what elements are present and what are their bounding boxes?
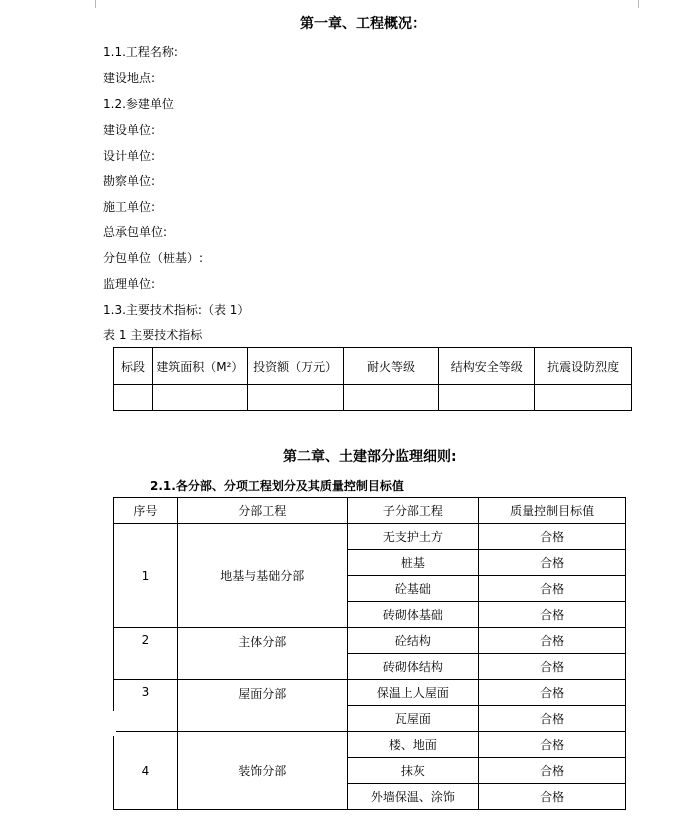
subdivision-cell: 外墙保温、涂饰 — [347, 784, 479, 810]
table-header-cell: 分部工程 — [177, 498, 347, 524]
quality-control-table — [113, 497, 626, 810]
subdivision-cell: 桩基 — [347, 550, 479, 576]
group-number-cell: 2 — [114, 628, 178, 680]
table-cell — [114, 385, 153, 411]
table-header-cell: 投资额（万元） — [247, 348, 343, 385]
target-cell: 合格 — [479, 706, 626, 732]
table-cell — [439, 385, 535, 411]
table-header-row — [114, 498, 626, 524]
target-cell: 合格 — [479, 550, 626, 576]
tech-indicators-table — [113, 347, 632, 411]
target-cell: 合格 — [479, 784, 626, 810]
target-cell: 合格 — [479, 758, 626, 784]
group-number-cell: 3 — [114, 680, 178, 732]
subdivision-cell: 砼结构 — [347, 628, 479, 654]
division-name-cell: 地基与基础分部 — [177, 524, 347, 628]
table-header-row — [114, 348, 632, 385]
table-cell — [247, 385, 343, 411]
survey-unit-line: 勘察单位: — [103, 174, 156, 188]
target-cell: 合格 — [479, 602, 626, 628]
target-cell: 合格 — [479, 732, 626, 758]
target-cell: 合格 — [479, 628, 626, 654]
supervision-unit-line: 监理单位: — [103, 277, 156, 291]
table-header-cell: 建筑面积（M²） — [152, 348, 247, 385]
table-cell — [343, 385, 439, 411]
division-name-cell: 主体分部 — [177, 628, 347, 680]
table-header-cell: 质量控制目标值 — [479, 498, 626, 524]
group-number-cell: 4 — [114, 732, 178, 810]
subdivision-cell: 无支护土方 — [347, 524, 479, 550]
table-cell — [152, 385, 247, 411]
subdivision-cell: 保温上人屋面 — [347, 680, 479, 706]
tech-indicators-heading: 1.3.主要技术指标:（表 1） — [103, 303, 250, 317]
subdivision-cell: 抹灰 — [347, 758, 479, 784]
owner-unit-line: 建设单位: — [103, 123, 156, 137]
target-cell: 合格 — [479, 576, 626, 602]
project-name-line: 1.1.工程名称: — [103, 45, 178, 59]
target-cell: 合格 — [479, 680, 626, 706]
table-header-cell: 子分部工程 — [347, 498, 479, 524]
page-corner-mark — [85, 0, 96, 8]
construction-site-line: 建设地点: — [103, 71, 156, 85]
target-cell: 合格 — [479, 524, 626, 550]
table-border-gap — [112, 711, 116, 736]
table-header-cell: 耐火等级 — [343, 348, 439, 385]
table-1-caption: 表 1 主要技术指标 — [103, 328, 203, 342]
table-header-cell: 标段 — [114, 348, 153, 385]
page-corner-mark — [638, 0, 649, 8]
table-row — [114, 385, 632, 411]
subdivision-cell: 瓦屋面 — [347, 706, 479, 732]
subdivision-cell: 砖砌体结构 — [347, 654, 479, 680]
table-row — [114, 732, 626, 758]
chapter-1-title: 第一章、工程概况： — [300, 16, 426, 32]
target-cell: 合格 — [479, 654, 626, 680]
table-header-cell: 序号 — [114, 498, 178, 524]
section-2-1-heading: 2.1.各分部、分项工程划分及其质量控制目标值 — [150, 479, 404, 493]
division-name-cell: 装饰分部 — [177, 732, 347, 810]
table-row — [114, 524, 626, 550]
chapter-2-title: 第二章、土建部分监理细则: — [283, 449, 457, 465]
table-header-cell: 结构安全等级 — [439, 348, 535, 385]
table-cell — [535, 385, 632, 411]
subdivision-cell: 砖砌体基础 — [347, 602, 479, 628]
subdivision-cell: 楼、地面 — [347, 732, 479, 758]
participants-heading: 1.2.参建单位 — [103, 97, 174, 111]
construction-unit-line: 施工单位: — [103, 200, 156, 214]
table-header-cell: 抗震设防烈度 — [535, 348, 632, 385]
division-name-cell: 屋面分部 — [177, 680, 347, 732]
subcontractor-line: 分包单位（桩基）: — [103, 251, 204, 265]
group-number-cell: 1 — [114, 524, 178, 628]
subdivision-cell: 砼基础 — [347, 576, 479, 602]
design-unit-line: 设计单位: — [103, 149, 156, 163]
table-row — [114, 628, 626, 654]
table-row — [114, 680, 626, 706]
general-contractor-line: 总承包单位: — [103, 225, 168, 239]
